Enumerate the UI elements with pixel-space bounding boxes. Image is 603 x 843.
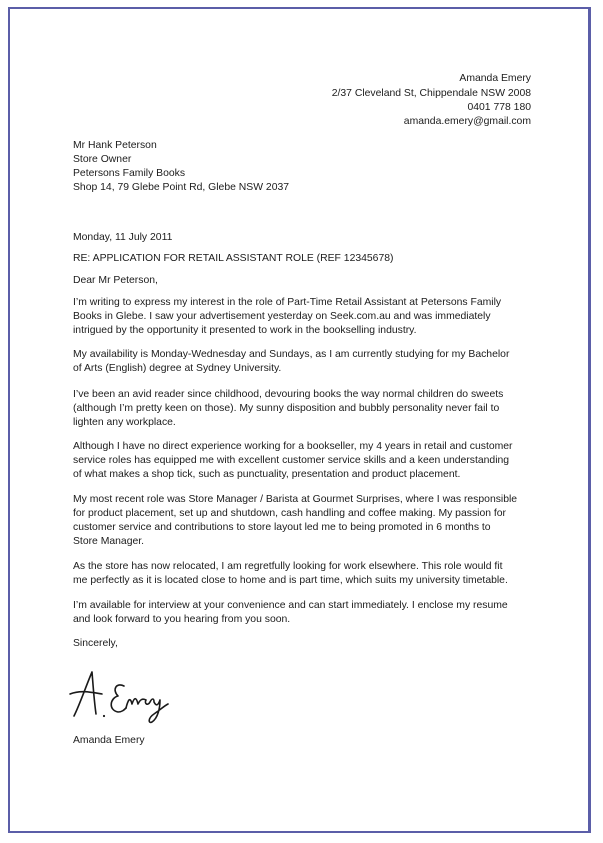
closing: Sincerely, xyxy=(73,638,118,649)
body-line: of what makes a shop tick, such as punctuality, presentation and product placement. xyxy=(73,469,461,480)
body-line: Store Manager. xyxy=(73,536,145,547)
sender-phone: 0401 778 180 xyxy=(467,102,531,113)
salutation: Dear Mr Peterson, xyxy=(73,275,158,286)
body-line: I’ve been an avid reader since childhood, devouring books the way normal children do sweets xyxy=(73,389,504,400)
body-line: customer service and contributions to store layout led me to being promoted in 6 months to xyxy=(73,522,491,533)
letter-date: Monday, 11 July 2011 xyxy=(73,232,173,243)
signature-name: Amanda Emery xyxy=(73,735,145,746)
body-line: Books in Glebe. I saw your advertisement yesterday on Seek.com.au and was immediately xyxy=(73,311,491,322)
body-line: intrigued by the opportunity it presented to work in the bookselling industry. xyxy=(73,325,417,336)
recipient-title: Store Owner xyxy=(73,154,132,165)
body-line: me perfectly as it is located close to home and is part time, which suits my university timetable. xyxy=(73,575,508,586)
body-line: lighten any workplace. xyxy=(73,417,176,428)
recipient-address: Shop 14, 79 Glebe Point Rd, Glebe NSW 2037 xyxy=(73,182,290,193)
recipient-name: Mr Hank Peterson xyxy=(73,140,157,151)
handwritten-signature xyxy=(66,664,176,724)
body-line: Although I have no direct experience working for a bookseller, my 4 years in retail and customer xyxy=(73,441,513,452)
body-line: I’m available for interview at your convenience and can start immediately. I enclose my resume xyxy=(73,600,508,611)
sender-address: 2/37 Cleveland St, Chippendale NSW 2008 xyxy=(331,88,531,99)
body-line: and look forward to you hearing from you soon. xyxy=(73,614,291,625)
body-line: My availability is Monday-Wednesday and Sundays, as I am currently studying for my Bachelor xyxy=(73,349,510,360)
body-line: for product placement, set up and shutdown, cash handling and coffee making. My passion for xyxy=(73,508,507,519)
sender-email: amanda.emery@gmail.com xyxy=(403,116,531,127)
recipient-company: Petersons Family Books xyxy=(73,168,186,179)
body-line: I’m writing to express my interest in the role of Part-Time Retail Assistant at Petersons Family xyxy=(73,297,502,308)
body-line: As the store has now relocated, I am regretfully looking for work elsewhere. This role would fit xyxy=(73,561,503,572)
body-line: service roles has equipped me with excellent customer service skills and a keen understanding xyxy=(73,455,510,466)
sender-name: Amanda Emery xyxy=(459,73,531,84)
letter-subject: RE: APPLICATION FOR RETAIL ASSISTANT ROLE (REF 12345678) xyxy=(73,253,394,264)
body-line: of Arts (English) degree at Sydney University. xyxy=(73,363,282,374)
body-line: My most recent role was Store Manager / Barista at Gourmet Surprises, where I was responsible xyxy=(73,494,518,505)
body-line: (although I’m pretty keen on those). My sunny disposition and bubbly personality never fail to xyxy=(73,403,500,414)
